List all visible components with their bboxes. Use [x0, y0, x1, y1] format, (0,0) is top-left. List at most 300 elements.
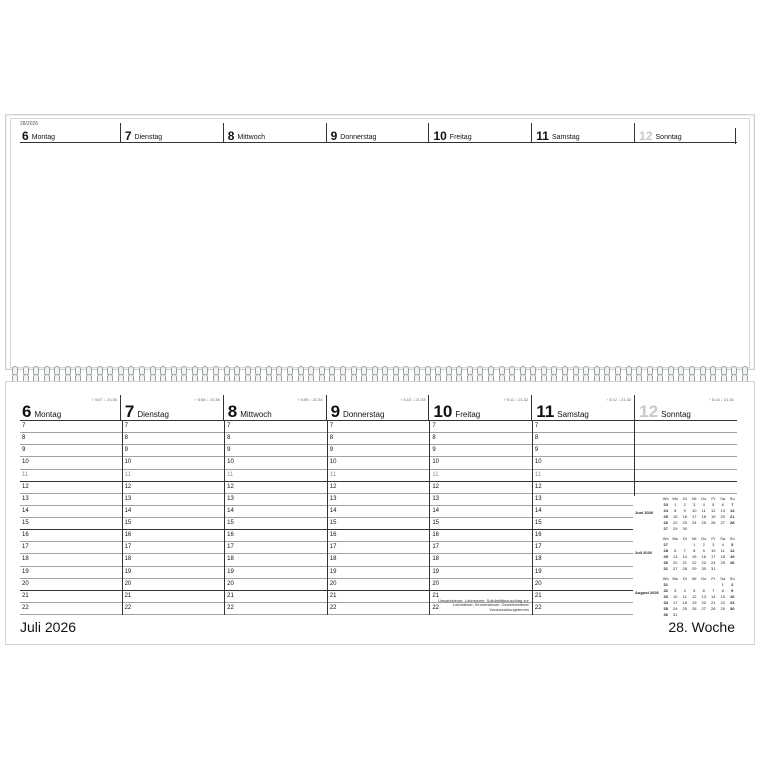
- mini-calendar-day: 23: [730, 599, 735, 605]
- hour-slot[interactable]: 11: [533, 470, 635, 482]
- mini-calendar-day: 16: [730, 593, 735, 599]
- hour-slot[interactable]: 9: [225, 445, 327, 457]
- day-name: Mittwoch: [240, 410, 272, 419]
- mini-calendar-day: 4: [721, 541, 724, 547]
- mini-calendar-week: [661, 519, 737, 525]
- mini-calendar-day: 9: [731, 587, 734, 593]
- hour-slot[interactable]: 9: [328, 445, 430, 457]
- hour-slot[interactable]: 18: [123, 554, 225, 566]
- hour-slot[interactable]: 9: [123, 445, 225, 457]
- hour-slot[interactable]: 16: [123, 530, 225, 542]
- mini-calendar-day: 24: [692, 519, 697, 525]
- hour-slot[interactable]: 15: [533, 518, 635, 530]
- hour-slot[interactable]: 7: [533, 421, 635, 433]
- mini-calendar-day: 26: [692, 605, 697, 611]
- mini-calendar-day: 20: [673, 559, 678, 565]
- day-number: 8: [227, 129, 235, 143]
- week-number: 31: [663, 565, 668, 571]
- mini-calendar-day: 21: [711, 599, 716, 605]
- weekday-label: Do: [701, 536, 707, 541]
- weekday-label: Fr: [711, 496, 716, 501]
- top-day-header: [20, 123, 737, 143]
- day-number: 10: [433, 402, 453, 421]
- tax-note-line: Umsatzsteuer, Lohnsteuer, Solidaritätszuschlag zur: [437, 597, 529, 603]
- weekday-label: Fr: [711, 536, 716, 541]
- top-day-saturday: [531, 123, 634, 142]
- weekday-label: Mo: [672, 496, 679, 501]
- mini-calendar-day: 3: [693, 501, 696, 507]
- hour-slot[interactable]: 21: [430, 591, 532, 603]
- hour-slot[interactable]: [635, 482, 737, 494]
- mini-calendar: [633, 496, 737, 615]
- week-number: 28: [663, 547, 668, 553]
- mini-calendar-week: [661, 547, 737, 553]
- mini-calendar-day: 28: [730, 519, 735, 525]
- mini-calendar-week: [661, 605, 737, 611]
- day-name: Sonntag: [661, 410, 691, 419]
- hour-slot[interactable]: 9: [533, 445, 635, 457]
- mini-calendar-day: 12: [711, 507, 716, 513]
- hour-slot[interactable]: 22: [20, 603, 122, 615]
- mini-calendar-day: 31: [673, 611, 678, 617]
- weekday-label: Sa: [720, 536, 726, 541]
- day-name: Mittwoch: [237, 134, 266, 141]
- hour-slot[interactable]: 14: [533, 506, 635, 518]
- mini-calendar-day: 5: [712, 501, 715, 507]
- hour-slot[interactable]: 20: [328, 579, 430, 591]
- tax-note: [438, 599, 529, 613]
- hour-slot[interactable]: [635, 470, 737, 482]
- hour-slot[interactable]: 15: [20, 518, 122, 530]
- hour-slot[interactable]: 15: [123, 518, 225, 530]
- mini-calendar-day: 8: [721, 587, 724, 593]
- mini-calendar-day: 15: [720, 593, 725, 599]
- mini-calendar-day: 21: [730, 513, 735, 519]
- day-name: Samstag: [551, 134, 580, 141]
- weekday-label: Sa: [720, 496, 726, 501]
- mini-calendar-day: 22: [720, 599, 725, 605]
- mini-calendar-week: [661, 525, 737, 531]
- week-number: 34: [663, 599, 668, 605]
- hour-slot[interactable]: 15: [225, 518, 327, 530]
- hour-slot[interactable]: 20: [430, 579, 532, 591]
- hour-slot[interactable]: 10: [225, 457, 327, 469]
- day-column-tuesday: [122, 421, 225, 615]
- hour-slot[interactable]: 7: [20, 421, 122, 433]
- hour-slot[interactable]: 17: [533, 542, 635, 554]
- mini-calendar-day: 14: [711, 593, 716, 599]
- hour-slot[interactable]: 22: [430, 603, 532, 615]
- mini-calendar-month-label: Juli 2026: [635, 550, 652, 555]
- mini-calendar-month-label: August 2026: [635, 590, 659, 595]
- mini-calendar-day: 13: [720, 507, 725, 513]
- mini-calendar-day: 20: [720, 513, 725, 519]
- hour-slot[interactable]: 17: [20, 542, 122, 554]
- weekday-label: Sa: [720, 576, 726, 581]
- sun-times: ↑ 5:12 ↓ 21:32: [606, 397, 632, 402]
- mini-calendar-day: 28: [682, 565, 687, 571]
- mini-calendar-month-label: Juni 2026: [635, 510, 654, 515]
- hour-slot[interactable]: 18: [20, 554, 122, 566]
- mini-calendar-day: 29: [673, 525, 678, 531]
- hour-slot[interactable]: 22: [123, 603, 225, 615]
- mini-calendar-day: 19: [711, 513, 716, 519]
- mini-calendar-day: 22: [692, 559, 697, 565]
- mini-calendar-day: 12: [692, 593, 697, 599]
- hour-slot[interactable]: 22: [328, 603, 430, 615]
- day-name: Samstag: [557, 410, 589, 419]
- week-number: 33: [663, 593, 668, 599]
- day-name: Sonntag: [655, 134, 682, 141]
- hour-slot[interactable]: 17: [430, 542, 532, 554]
- hour-slot[interactable]: 17: [123, 542, 225, 554]
- day-name: Donnerstag: [343, 410, 385, 419]
- mini-calendar-day: 20: [701, 599, 706, 605]
- mini-calendar-week: [661, 501, 737, 507]
- hour-slot[interactable]: 17: [225, 542, 327, 554]
- hour-slot[interactable]: 17: [328, 542, 430, 554]
- mini-calendar-day: 2: [731, 581, 734, 587]
- mini-calendar-day: 9: [683, 507, 686, 513]
- top-day-thursday: [326, 123, 429, 142]
- mini-calendar-day: 25: [682, 605, 687, 611]
- hour-slot[interactable]: 10: [533, 457, 635, 469]
- hour-slot[interactable]: 16: [328, 530, 430, 542]
- hour-slot[interactable]: 18: [328, 554, 430, 566]
- hour-slot[interactable]: 13: [20, 494, 122, 506]
- weekday-label: Di: [682, 496, 687, 501]
- hour-slot[interactable]: 21: [123, 591, 225, 603]
- tax-note-line: Vorauszahlungstermin: [489, 607, 529, 613]
- day-number: 12: [639, 402, 659, 421]
- mini-calendar-day: 6: [702, 587, 705, 593]
- hour-slot[interactable]: 12: [328, 482, 430, 494]
- hour-slot[interactable]: 21: [20, 591, 122, 603]
- hour-slot[interactable]: 21: [328, 591, 430, 603]
- hour-slot[interactable]: 15: [328, 518, 430, 530]
- mini-calendar-day: 16: [682, 513, 687, 519]
- hour-slot[interactable]: 10: [123, 457, 225, 469]
- mini-calendar-day: 18: [701, 513, 706, 519]
- hour-slot[interactable]: 12: [533, 482, 635, 494]
- hour-slot[interactable]: 11: [225, 470, 327, 482]
- mini-calendar-day: 6: [721, 501, 724, 507]
- mini-calendar-day: 16: [701, 553, 706, 559]
- mini-calendar-day: 10: [673, 593, 678, 599]
- footer-week: 28. Woche: [668, 619, 735, 635]
- mini-calendar-day: 25: [720, 559, 725, 565]
- mini-calendar-day: 30: [730, 605, 735, 611]
- top-day-wednesday: [223, 123, 326, 142]
- mini-calendar-day: 3: [674, 587, 677, 593]
- weekday-label: Mi: [692, 576, 697, 581]
- hour-slot[interactable]: 11: [20, 470, 122, 482]
- mini-calendar-day: 7: [712, 587, 715, 593]
- mini-calendar-day: 18: [682, 599, 687, 605]
- day-number: 11: [536, 129, 549, 143]
- weekday-label: So: [729, 496, 735, 501]
- weekday-label: Fr: [711, 576, 716, 581]
- mini-calendar-day: 2: [683, 501, 686, 507]
- hour-slot[interactable]: 7: [123, 421, 225, 433]
- tax-note-line: Lohnsteuer, Kirchensteuer, Gewerbesteuer: [452, 602, 529, 608]
- weekday-label: Do: [701, 576, 707, 581]
- mini-calendar-day: 11: [701, 507, 706, 513]
- mini-calendar-day: 17: [711, 553, 716, 559]
- weekday-label: Wo: [662, 536, 669, 541]
- hour-slot[interactable]: 19: [20, 567, 122, 579]
- hour-slot[interactable]: 12: [123, 482, 225, 494]
- footer-month: Juli 2026: [20, 619, 77, 635]
- mini-calendar-week: [661, 507, 737, 513]
- mini-calendar-week: [661, 513, 737, 519]
- week-number: 35: [663, 605, 668, 611]
- hour-slot[interactable]: [635, 421, 737, 433]
- weekday-label: Di: [682, 536, 687, 541]
- mini-calendar-day: 14: [730, 507, 735, 513]
- week-number: 25: [663, 513, 668, 519]
- hour-slot[interactable]: 21: [225, 591, 327, 603]
- mini-calendar-day: 27: [673, 565, 678, 571]
- hour-slot[interactable]: [635, 445, 737, 457]
- hour-slot[interactable]: 13: [328, 494, 430, 506]
- mini-calendar-day: 27: [720, 519, 725, 525]
- hour-grid: [20, 421, 737, 615]
- hour-slot[interactable]: 16: [225, 530, 327, 542]
- top-calendar-page: [10, 118, 750, 368]
- day-wednesday: [223, 395, 326, 420]
- hour-slot[interactable]: 8: [123, 433, 225, 445]
- hour-slot[interactable]: 10: [430, 457, 532, 469]
- hour-slot[interactable]: 12: [20, 482, 122, 494]
- day-name: Dienstag: [137, 410, 169, 419]
- day-thursday: [326, 395, 429, 420]
- day-number: 8: [227, 402, 238, 421]
- hour-slot[interactable]: [635, 433, 737, 445]
- hour-slot[interactable]: 8: [225, 433, 327, 445]
- hour-slot[interactable]: 11: [123, 470, 225, 482]
- day-name: Dienstag: [134, 134, 163, 141]
- mini-calendar-day: 1: [693, 541, 696, 547]
- mini-calendar-header: [661, 496, 737, 501]
- day-friday: [428, 395, 531, 420]
- hour-slot[interactable]: 21: [533, 591, 635, 603]
- weekday-label: Mi: [692, 496, 697, 501]
- hour-slot[interactable]: 8: [20, 433, 122, 445]
- weekday-label: So: [729, 536, 735, 541]
- weekday-label: Do: [701, 496, 707, 501]
- mini-calendar-day: 10: [711, 547, 716, 553]
- hour-slot[interactable]: 19: [430, 567, 532, 579]
- mini-calendar-day: 11: [682, 593, 687, 599]
- hour-slot[interactable]: 16: [430, 530, 532, 542]
- mini-calendar-day: 19: [692, 599, 697, 605]
- weekday-label: Mi: [692, 536, 697, 541]
- mini-calendar-month: [633, 576, 737, 617]
- sun-times: ↑ 5:08 ↓ 21:35: [194, 397, 220, 402]
- mini-calendar-day: 23: [701, 559, 706, 565]
- mini-calendar-day: 17: [673, 599, 678, 605]
- mini-calendar-day: 10: [692, 507, 697, 513]
- hour-slot[interactable]: 11: [430, 470, 532, 482]
- mini-calendar-day: 12: [730, 547, 735, 553]
- mini-calendar-day: 15: [673, 513, 678, 519]
- mini-calendar-day: 26: [730, 559, 735, 565]
- hour-slot[interactable]: 10: [328, 457, 430, 469]
- day-name: Montag: [34, 410, 62, 419]
- mini-calendar-day: 6: [674, 547, 677, 553]
- mini-calendar-week: [661, 553, 737, 559]
- hour-slot[interactable]: 9: [20, 445, 122, 457]
- hour-slot[interactable]: 13: [225, 494, 327, 506]
- day-monday: [20, 395, 120, 420]
- hour-slot[interactable]: 19: [123, 567, 225, 579]
- day-column-wednesday: [224, 421, 327, 615]
- mini-calendar-day: 30: [682, 525, 687, 531]
- week-number: 23: [663, 501, 668, 507]
- top-week-label: 28/2026: [20, 121, 39, 127]
- mini-calendar-day: 7: [683, 547, 686, 553]
- weekday-label: So: [729, 576, 735, 581]
- hour-slot[interactable]: 7: [328, 421, 430, 433]
- day-name: Montag: [31, 134, 56, 141]
- hour-slot[interactable]: 18: [225, 554, 327, 566]
- hour-slot[interactable]: 14: [123, 506, 225, 518]
- hour-slot[interactable]: 20: [225, 579, 327, 591]
- mini-calendar-day: 11: [720, 547, 725, 553]
- mini-calendar-day: 23: [682, 519, 687, 525]
- mini-calendar-header: [661, 536, 737, 541]
- day-saturday: [531, 395, 634, 420]
- day-header: [20, 395, 737, 421]
- sun-times: ↑ 5:10 ↓ 21:33: [400, 397, 426, 402]
- day-name: Freitag: [449, 134, 472, 141]
- mini-calendar-day: 21: [682, 559, 687, 565]
- mini-calendar-day: 18: [720, 553, 725, 559]
- mini-calendar-week: [661, 565, 737, 571]
- hour-slot[interactable]: 14: [430, 506, 532, 518]
- mini-calendar-day: 28: [711, 605, 716, 611]
- hour-slot[interactable]: 22: [225, 603, 327, 615]
- weekday-label: Wo: [662, 496, 669, 501]
- mini-calendar-day: 4: [683, 587, 686, 593]
- hour-slot[interactable]: 19: [225, 567, 327, 579]
- week-number: 32: [663, 587, 668, 593]
- week-number: 27: [663, 541, 668, 547]
- day-number: 6: [22, 402, 32, 421]
- day-number: 6: [22, 129, 29, 143]
- sun-times: ↑ 5:13 ↓ 21:31: [708, 397, 735, 402]
- hour-slot[interactable]: 14: [328, 506, 430, 518]
- day-name: Donnerstag: [340, 134, 377, 141]
- mini-calendar-week: [661, 559, 737, 565]
- day-tuesday: [120, 395, 223, 420]
- mini-calendar-header: [661, 576, 737, 581]
- mini-calendar-week: [661, 593, 737, 599]
- hour-slot[interactable]: 20: [20, 579, 122, 591]
- mini-calendar-day: 8: [674, 507, 677, 513]
- day-column-friday: [429, 421, 532, 615]
- hour-slot[interactable]: 8: [328, 433, 430, 445]
- hour-slot[interactable]: 8: [533, 433, 635, 445]
- mini-calendar-day: 29: [720, 605, 725, 611]
- hour-slot[interactable]: 13: [123, 494, 225, 506]
- week-number: 36: [663, 611, 668, 617]
- mini-calendar-day: 17: [692, 513, 697, 519]
- day-column-thursday: [327, 421, 430, 615]
- mini-calendar-day: 24: [673, 605, 678, 611]
- hour-slot[interactable]: 7: [225, 421, 327, 433]
- day-sunday: [634, 395, 737, 420]
- mini-calendar-day: 19: [730, 553, 735, 559]
- hour-slot[interactable]: 22: [533, 603, 635, 615]
- hour-slot[interactable]: 14: [225, 506, 327, 518]
- day-number: 9: [330, 402, 341, 421]
- hour-slot[interactable]: 13: [430, 494, 532, 506]
- mini-calendar-day: 24: [711, 559, 716, 565]
- top-day-monday: [20, 123, 120, 142]
- day-column-saturday: [532, 421, 635, 615]
- mini-calendar-day: 1: [721, 581, 724, 587]
- hour-slot[interactable]: 16: [533, 530, 635, 542]
- mini-calendar-month: [633, 536, 737, 571]
- mini-calendar-day: 4: [702, 501, 705, 507]
- top-day-sunday: [634, 123, 737, 142]
- weekday-label: Wo: [662, 576, 669, 581]
- mini-calendar-day: 13: [673, 553, 678, 559]
- mini-calendar-day: 22: [673, 519, 678, 525]
- hour-slot[interactable]: 19: [533, 567, 635, 579]
- mini-calendar-week: [661, 587, 737, 593]
- hour-slot[interactable]: 20: [123, 579, 225, 591]
- hour-slot[interactable]: 9: [430, 445, 532, 457]
- hour-slot[interactable]: 16: [20, 530, 122, 542]
- day-column-monday: [20, 421, 122, 615]
- hour-slot[interactable]: 18: [533, 554, 635, 566]
- hour-slot[interactable]: 12: [225, 482, 327, 494]
- hour-slot[interactable]: 14: [20, 506, 122, 518]
- hour-slot[interactable]: 8: [430, 433, 532, 445]
- hour-slot[interactable]: [635, 457, 737, 469]
- mini-calendar-day: 26: [711, 519, 716, 525]
- hour-slot[interactable]: 19: [328, 567, 430, 579]
- mini-calendar-week: [661, 611, 737, 617]
- mini-calendar-day: 27: [701, 605, 706, 611]
- hour-slot[interactable]: 18: [430, 554, 532, 566]
- mini-calendar-day: 31: [711, 565, 716, 571]
- mini-calendar-day: 25: [701, 519, 706, 525]
- hour-slot[interactable]: 15: [430, 518, 532, 530]
- day-name: Freitag: [455, 410, 481, 419]
- mini-calendar-day: 3: [712, 541, 715, 547]
- mini-calendar-day: 30: [701, 565, 706, 571]
- hour-slot[interactable]: 20: [533, 579, 635, 591]
- week-number: 30: [663, 559, 668, 565]
- hour-slot[interactable]: 11: [328, 470, 430, 482]
- day-number: 10: [433, 129, 447, 143]
- hour-slot[interactable]: 10: [20, 457, 122, 469]
- top-day-friday: [428, 123, 531, 142]
- mini-calendar-month: [633, 496, 737, 531]
- hour-slot[interactable]: 13: [533, 494, 635, 506]
- sun-times: ↑ 5:07 ↓ 21:35: [91, 397, 117, 402]
- weekday-label: Mo: [672, 576, 679, 581]
- hour-slot[interactable]: 7: [430, 421, 532, 433]
- week-number: 29: [663, 553, 668, 559]
- hour-slot[interactable]: 12: [430, 482, 532, 494]
- weekday-label: Di: [682, 576, 687, 581]
- sun-times: ↑ 5:09 ↓ 21:34: [297, 397, 323, 402]
